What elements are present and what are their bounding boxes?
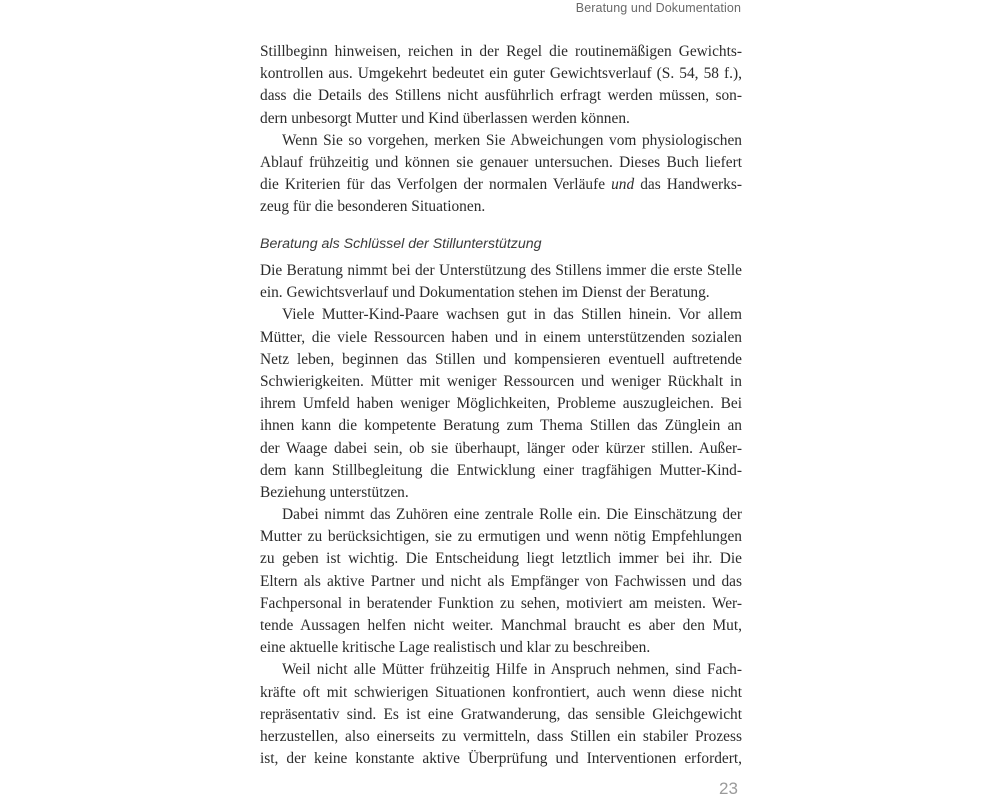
text-line: kontrollen aus. Umgekehrt bedeutet ein guter Gewichtsverlauf (S. 54, 58 f.), [260,65,742,83]
text-line: Beziehung unterstützen. [260,483,409,501]
text-line: ist, der keine konstante aktive Überprüfung und Interventionen erfordert, [260,750,742,768]
text-line: repräsentativ sind. Es ist eine Gratwanderung, das sensible Gleichgewicht [260,705,742,723]
running-head: Beratung und Dokumentation [575,1,741,15]
text-line: Mutter zu berücksichtigen, sie zu ermutigen und wenn nötig Empfehlungen [260,528,742,546]
text-line: ihrem Umfeld haben weniger Möglichkeiten, Probleme auszugleichen. Bei [260,395,742,413]
text-line [260,174,742,196]
text-line: zeug für die besonderen Situationen. [260,198,486,216]
text-line: tende Aussagen helfen nicht weiter. Manchmal braucht es aber den Mut, [260,617,742,634]
text-line: Mütter, die viele Ressourcen haben und in einem unterstützenden sozialen [260,328,742,346]
text-line: der Waage dabei sein, ob sie überhaupt, länger oder kürzer stillen. Außer- [260,439,742,457]
text-line: herzustellen, also einerseits zu vermitteln, dass Stillen ein stabiler Prozess [260,727,742,745]
text-line: Dabei nimmt das Zuhören eine zentrale Rolle ein. Die Einschätzung der [282,506,742,524]
text-segment: das Handwerks- [634,176,742,194]
text-line: Viele Mutter-Kind-Paare wachsen gut in das Stillen hinein. Vor allem [282,306,742,324]
text-line: Wenn Sie so vorgehen, merken Sie Abweichungen vom physiologischen [282,131,742,149]
text-line: Schwierigkeiten. Mütter mit weniger Ressourcen und weniger Rückhalt in [260,372,742,390]
text-line: dass die Details des Stillens nicht ausführlich erfragt werden müssen, son- [260,87,742,105]
text-segment: die Kriterien für das Verfolgen der normalen Verläufe [260,176,612,194]
text-line: dern unbesorgt Mutter und Kind überlassen werden können. [260,109,630,127]
text-line: Stillbeginn hinweisen, reichen in der Regel die routinemäßigen Gewichts- [260,43,742,60]
intro-text [260,41,742,219]
text-line: dem kann Stillbegleitung die Entwicklung einer tragfähigen Mutter-Kind- [260,461,742,479]
text-line: ihnen kann die kompetente Beratung zum Thema Stillen das Zünglein an [260,417,742,435]
text-line: Die Beratung nimmt bei der Unterstützung des Stillens immer die erste Stelle [260,262,742,279]
text-line: Netz leben, beginnen das Stillen und kompensieren eventuell auftretende [260,350,742,368]
text-line: Weil nicht alle Mütter frühzeitig Hilfe in Anspruch nehmen, sind Fach- [282,661,742,679]
text-line: Eltern als aktive Partner und nicht als Empfänger von Fachwissen und das [260,572,742,590]
section-heading: Beratung als Schlüssel der Stillunterstützung [260,236,542,252]
section-text [260,260,742,770]
text-line: kräfte oft mit schwierigen Situationen konfrontiert, auch wenn diese nicht [260,683,742,701]
page-number: 23 [719,779,738,798]
text-line: Ablauf frühzeitig und können sie genauer untersuchen. Dieses Buch liefert [260,153,742,171]
text-line: ein. Gewichtsverlauf und Dokumentation stehen im Dienst der Beratung. [260,284,710,302]
text-line: eine aktuelle kritische Lage realistisch und klar zu beschreiben. [260,639,651,657]
text-line: Fachpersonal in beratender Funktion zu sehen, motiviert am meisten. Wer- [260,594,742,612]
emphasis-text: und [611,176,635,194]
text-line: zu geben ist wichtig. Die Entscheidung liegt letztlich immer bei ihr. Die [260,550,742,568]
